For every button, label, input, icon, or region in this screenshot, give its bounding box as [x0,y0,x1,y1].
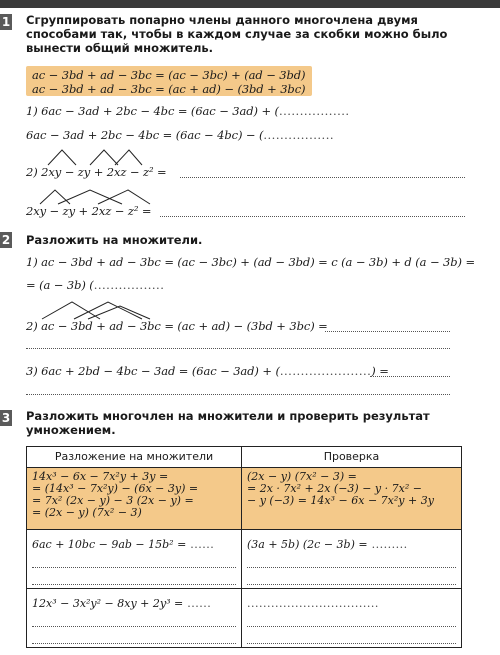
answer-line[interactable] [325,331,450,332]
table-cell: (2x − y) (7x² − 3) = = 2x · 7x² + 2x (−3) − y · 7x² − − y (−3) = 14x³ − 6x − 7x²y + 3y [242,468,462,530]
table-cell[interactable]: 12x³ − 3x²y² − 8xy + 2y³ = ...... [27,589,242,648]
table-cell[interactable]: 6ac + 10bc − 9ab − 15b² = ...... [27,530,242,589]
item-line: 2) 2xy − zy + 2xz − z² = [26,165,167,179]
arc-mark [90,150,118,165]
answer-line[interactable] [26,348,450,349]
task-text: Разложить на множители. [26,233,203,247]
arc-mark [88,306,150,319]
table-cell[interactable]: (3a + 5b) (2c − 3b) = ......... [242,530,462,589]
task-number: 3 [1,411,11,425]
table-header: Проверка [242,447,462,468]
item-line: 1) ac − 3bd + ad − 3bc = (ac − 3bc) + (ad − 3bd) = c (a − 3b) + d (a − 3b) = [26,255,475,269]
task-number: 1 [1,15,11,29]
top-border [0,0,500,8]
table-header: Разложение на множители [27,447,242,468]
item-line: = (a − 3b) (................. [26,278,165,292]
item-line: 2) ac − 3bd + ad − 3bc = (ac + ad) − (3bd + 3bc) = [26,319,328,333]
task-number: 2 [1,233,11,247]
answer-line[interactable] [370,376,450,377]
item-line: 1) 6ac − 3ad + 2bc − 4bc = (6ac − 3ad) + (................. [26,104,350,118]
arc-mark [115,150,142,165]
item-line: 2xy − zy + 2xz − z² = [26,204,152,218]
arc-mark [40,190,70,204]
arc-mark [74,302,142,319]
arc-mark [58,190,122,204]
item-line: 6ac − 3ad + 2bc − 4bc = (6ac − 4bc) − (................. [26,128,335,142]
example-line: ac − 3bd + ad − 3bc = (ac − 3bc) + (ad − 3bd) [32,68,306,82]
arc-mark [48,150,76,165]
example-highlight [26,66,312,96]
task-text: Сгруппировать попарно члены данного многочлена двумя способами так, чтобы в каждом случае за скобки можно было вынести общий множитель. [26,13,448,55]
arc-mark [98,190,150,204]
item-line: 3) 6ac + 2bd − 4bc − 3ad = (6ac − 3ad) + (......................) = [26,364,389,378]
answer-line[interactable] [26,394,450,395]
table-cell: 14x³ − 6x − 7x²y + 3y = = (14x³ − 7x²y) − (6x − 3y) = = 7x² (2x − y) − 3 (2x − y) = = (2x − y) (7x² − 3) [27,468,242,530]
solution-table [26,446,462,648]
example-line: ac − 3bd + ad − 3bc = (ac + ad) − (3bd + 3bc) [32,82,306,96]
answer-line[interactable] [160,216,465,217]
arc-mark [42,302,100,319]
task-text: Разложить многочлен на множители и проверить результат умножением. [26,409,430,437]
answer-line[interactable] [180,177,465,178]
table-cell[interactable]: ................................. [242,589,462,648]
